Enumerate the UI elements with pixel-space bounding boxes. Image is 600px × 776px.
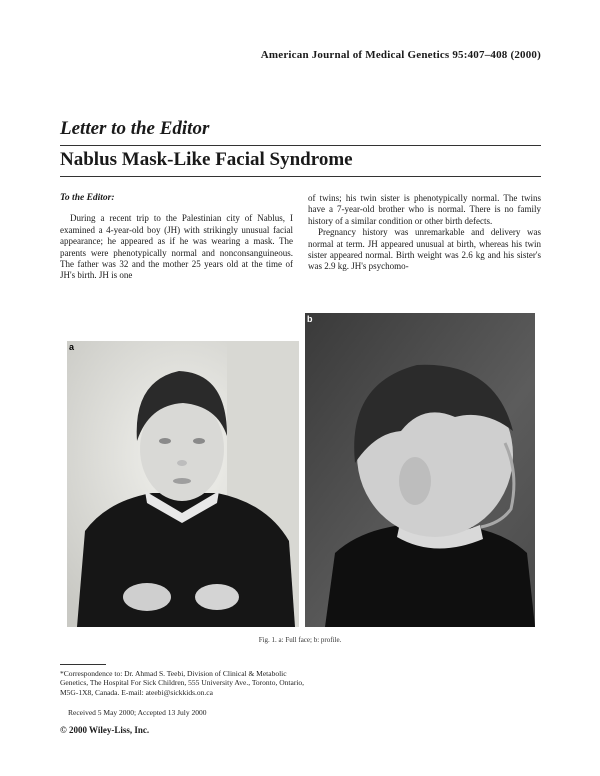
profile-photo-illustration xyxy=(305,313,535,627)
article-title: Nablus Mask-Like Facial Syndrome xyxy=(60,149,353,170)
title-rule-bottom xyxy=(60,176,541,177)
title-rule-top xyxy=(60,145,541,146)
body-paragraph: During a recent trip to the Palestinian city of Nablus, I examined a 4-year-old boy (JH) with strikingly unusual facial appearance; he appeared as if he was wearing a mask. The parents were phenotypically normal and nonconsanguineous. The father was 32 and the mother 25 years old at the time of JH's birth. JH is one xyxy=(60,213,293,281)
correspondence-footnote: *Correspondence to: Dr. Ahmad S. Teebi, Division of Clinical & Metabolic Genetics, The Hospital For Sick Children, 555 University Ave., Toronto, Ontario, M5G-1X8, Canada. E-mail: ateebi@sickkids.on.ca xyxy=(60,669,305,697)
copyright-notice: © 2000 Wiley-Liss, Inc. xyxy=(60,725,150,735)
section-title: Letter to the Editor xyxy=(60,118,210,139)
figure-caption: Fig. 1. a: Full face; b: profile. xyxy=(258,636,342,644)
right-column xyxy=(308,193,541,273)
footnote-rule xyxy=(60,664,106,665)
left-column xyxy=(60,193,293,282)
received-dates: Received 5 May 2000; Accepted 13 July 2000 xyxy=(68,708,207,717)
journal-citation: American Journal of Medical Genetics 95:407–408 (2000) xyxy=(260,49,541,61)
panel-label-a: a xyxy=(69,342,75,352)
full-face-photo-illustration xyxy=(67,341,299,627)
figure-panel-b-photo xyxy=(305,313,535,627)
body-paragraph: of twins; his twin sister is phenotypically normal. The twins have a 7-year-old brother who is normal. There is no family history of a similar condition or other birth defects. xyxy=(308,193,541,226)
salutation: To the Editor: xyxy=(60,193,115,203)
panel-label-b: b xyxy=(307,314,313,324)
figure-panel-a-photo xyxy=(67,341,299,627)
body-paragraph: Pregnancy history was unremarkable and delivery was normal at term. JH appeared unusual at birth, whereas his twin sister appeared normal. Birth weight was 2.6 kg and his sister's was 2.9 kg. JH's psychomo- xyxy=(308,227,541,272)
